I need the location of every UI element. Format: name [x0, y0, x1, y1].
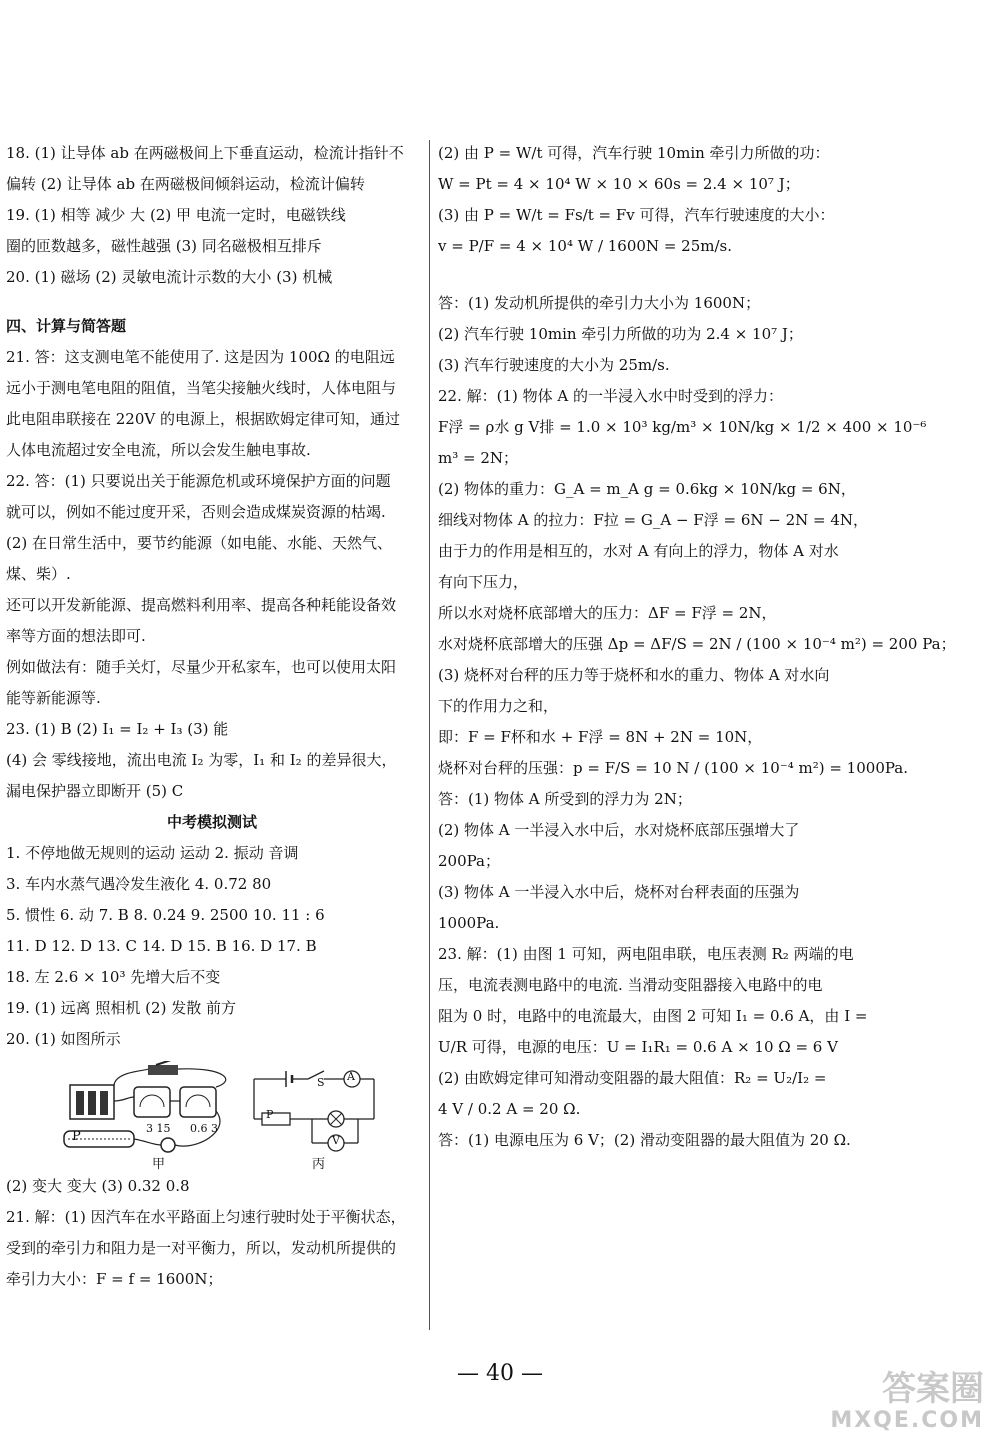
- text-line: 此电阻串联接在 220V 的电源上，根据欧姆定律可知，通过: [6, 410, 401, 428]
- text-line: U/R 可得，电源的电压：U = I₁R₁ = 0.6 A × 10 Ω = 6 V: [438, 1038, 838, 1056]
- text-line: 23. 解：(1) 由图 1 可知，两电阻串联，电压表测 R₂ 两端的电: [438, 945, 854, 963]
- text-line: 压，电流表测电路中的电流. 当滑动变阻器接入电路中的电: [438, 976, 823, 994]
- text-line: F浮 = ρ水 g V排 = 1.0 × 10³ kg/m³ × 10N/kg × 1/2 × 400 × 10⁻⁶: [438, 418, 927, 436]
- text-line: 1. 不停地做无规则的运动 运动 2. 振动 音调: [6, 844, 299, 862]
- circuit-figures: [6, 1061, 418, 1171]
- text-line: 烧杯对台秤的压强：p = F/S = 10 N / (100 × 10⁻⁴ m²) = 1000Pa.: [438, 759, 908, 777]
- text-line: 23. (1) B (2) I₁ = I₂ + I₃ (3) 能: [6, 720, 229, 738]
- text-line: 20. (1) 如图所示: [6, 1030, 121, 1048]
- text-line: 人体电流超过安全电流，所以会发生触电事故.: [6, 441, 311, 459]
- text-line: 细线对物体 A 的拉力：F拉 = G_A − F浮 = 6N − 2N = 4N，: [438, 511, 869, 529]
- text-line: (3) 烧杯对台秤的压力等于烧杯和水的重力、物体 A 对水向: [438, 666, 830, 684]
- text-line: W = Pt = 4 × 10⁴ W × 10 × 60s = 2.4 × 10⁷ J；: [438, 175, 800, 193]
- voltmeter-label: V: [332, 1134, 340, 1147]
- text-line: 即：F = F杯和水 + F浮 = 8N + 2N = 10N，: [438, 728, 763, 746]
- right-column: [438, 138, 956, 1156]
- text-line: 率等方面的想法即可.: [6, 627, 146, 645]
- text-line: 还可以开发新能源、提高燃料利用率、提高各种耗能设备效: [6, 596, 397, 614]
- text-line: 有向下压力，: [438, 573, 529, 591]
- text-line: 4 V / 0.2 A = 20 Ω.: [438, 1100, 581, 1118]
- text-line: (2) 物体 A 一半浸入水中后，水对烧杯底部压强增大了: [438, 821, 800, 839]
- text-line: 200Pa；: [438, 852, 500, 870]
- text-line: 水对烧杯底部增大的压强 Δp = ΔF/S = 2N / (100 × 10⁻⁴ m²) = 200 Pa；: [438, 635, 956, 653]
- text-line: 牵引力大小：F = f = 1600N；: [6, 1270, 223, 1288]
- text-line: 答：(1) 发动机所提供的牵引力大小为 1600N；: [438, 294, 761, 312]
- text-line: (2) 由欧姆定律可知滑动变阻器的最大阻值：R₂ = U₂/I₂ =: [438, 1069, 827, 1087]
- text-line: 所以水对烧杯底部增大的压力：ΔF = F浮 = 2N，: [438, 604, 777, 622]
- text-line: 例如做法有：随手关灯，尽量少开私家车，也可以使用太阳: [6, 658, 397, 676]
- text-line: 由于力的作用是相互的，水对 A 有向上的浮力，物体 A 对水: [438, 542, 839, 560]
- text-line: 受到的牵引力和阻力是一对平衡力，所以，发动机所提供的: [6, 1239, 397, 1257]
- text-line: (2) 物体的重力：G_A = m_A g = 0.6kg × 10N/kg = 6N，: [438, 480, 856, 498]
- rheostat-label: P: [266, 1108, 274, 1121]
- column-divider: [429, 140, 430, 1330]
- text-line: 漏电保护器立即断开 (5) C: [6, 782, 184, 800]
- text-line: v = P/F = 4 × 10⁴ W / 1600N = 25m/s.: [438, 237, 732, 255]
- text-line: 18. (1) 让导体 ab 在两磁极间上下垂直运动，检流计指针不: [6, 144, 404, 162]
- page-number: — 40 —: [457, 1361, 543, 1386]
- figure-label-left: 甲: [152, 1157, 166, 1172]
- text-line: 答：(1) 电源电压为 6 V；(2) 滑动变阻器的最大阻值为 20 Ω.: [438, 1131, 851, 1149]
- switch-label: S: [317, 1076, 325, 1089]
- text-line: 11. D 12. D 13. C 14. D 15. B 16. D 17. B: [6, 937, 317, 955]
- text-line: (4) 会 零线接地，流出电流 I₂ 为零，I₁ 和 I₂ 的差异很大，: [6, 751, 397, 769]
- text-line: 5. 惯性 6. 动 7. B 8. 0.24 9. 2500 10. 11 : 6: [6, 906, 325, 924]
- text-line: (3) 由 P = W/t = Fs/t = Fv 可得，汽车行驶速度的大小：: [438, 206, 835, 224]
- text-line: (2) 变大 变大 (3) 0.32 0.8: [6, 1177, 190, 1195]
- text-line: 21. 解：(1) 因汽车在水平路面上匀速行驶时处于平衡状态，: [6, 1208, 406, 1226]
- watermark-bottom: MXQE.COM: [830, 1408, 984, 1433]
- figure-label-right: 丙: [312, 1157, 326, 1172]
- text-line: 下的作用力之和，: [438, 697, 559, 715]
- text-line: 1000Pa.: [438, 914, 500, 932]
- text-line: 3. 车内水蒸气遇冷发生液化 4. 0.72 80: [6, 875, 272, 893]
- section-title: 四、计算与简答题: [6, 317, 127, 335]
- text-line: 远小于测电笔电阻的阻值，当笔尖接触火线时，人体电阻与: [6, 379, 397, 397]
- text-line: m³ = 2N；: [438, 449, 519, 467]
- watermark-top: 答案圈: [882, 1369, 984, 1409]
- text-line: 能等新能源等.: [6, 689, 101, 707]
- text-line: (2) 在日常生活中，要节约能源（如电能、水能、天然气、: [6, 534, 393, 552]
- ammeter-label: A: [347, 1070, 355, 1083]
- text-line: (2) 汽车行驶 10min 牵引力所做的功为 2.4 × 10⁷ J；: [438, 325, 803, 343]
- apparatus-figure: [56, 1061, 246, 1161]
- text-line: 21. 答：这支测电笔不能使用了. 这是因为 100Ω 的电阻远: [6, 348, 395, 366]
- text-line: 19. (1) 相等 减少 大 (2) 甲 电流一定时，电磁铁线: [6, 206, 346, 224]
- voltmeter-scale-label: 3 15: [146, 1122, 171, 1135]
- text-line: 煤、柴）.: [6, 565, 71, 583]
- text-line: 18. 左 2.6 × 10³ 先增大后不变: [6, 968, 221, 986]
- subtitle: 中考模拟测试: [166, 813, 257, 831]
- text-line: 阻为 0 时，电路中的电流最大，由图 2 可知 I₁ = 0.6 A，由 I =: [438, 1007, 868, 1025]
- text-line: (2) 由 P = W/t 可得，汽车行驶 10min 牵引力所做的功：: [438, 144, 830, 162]
- slider-label-p: P: [72, 1129, 81, 1144]
- text-line: (3) 物体 A 一半浸入水中后，烧杯对台秤表面的压强为: [438, 883, 800, 901]
- text-line: (3) 汽车行驶速度的大小为 25m/s.: [438, 356, 670, 374]
- text-line: 答：(1) 物体 A 所受到的浮力为 2N；: [438, 790, 692, 808]
- text-line: 就可以，例如不能过度开采，否则会造成煤炭资源的枯竭.: [6, 503, 386, 521]
- spacer: [438, 262, 858, 288]
- text-line: 22. 答：(1) 只要说出关于能源危机或环境保护方面的问题: [6, 472, 391, 490]
- watermark-logo: [830, 1369, 984, 1436]
- text-line: 20. (1) 磁场 (2) 灵敏电流计示数的大小 (3) 机械: [6, 268, 333, 286]
- ammeter-scale-label: 0.6 3: [190, 1122, 218, 1135]
- text-line: 圈的匝数越多，磁性越强 (3) 同名磁极相互排斥: [6, 237, 322, 255]
- left-column: [6, 138, 418, 1295]
- text-line: 22. 解：(1) 物体 A 的一半浸入水中时受到的浮力：: [438, 387, 784, 405]
- text-line: 偏转 (2) 让导体 ab 在两磁极间倾斜运动，检流计偏转: [6, 175, 365, 193]
- text-line: 19. (1) 远离 照相机 (2) 发散 前方: [6, 999, 236, 1017]
